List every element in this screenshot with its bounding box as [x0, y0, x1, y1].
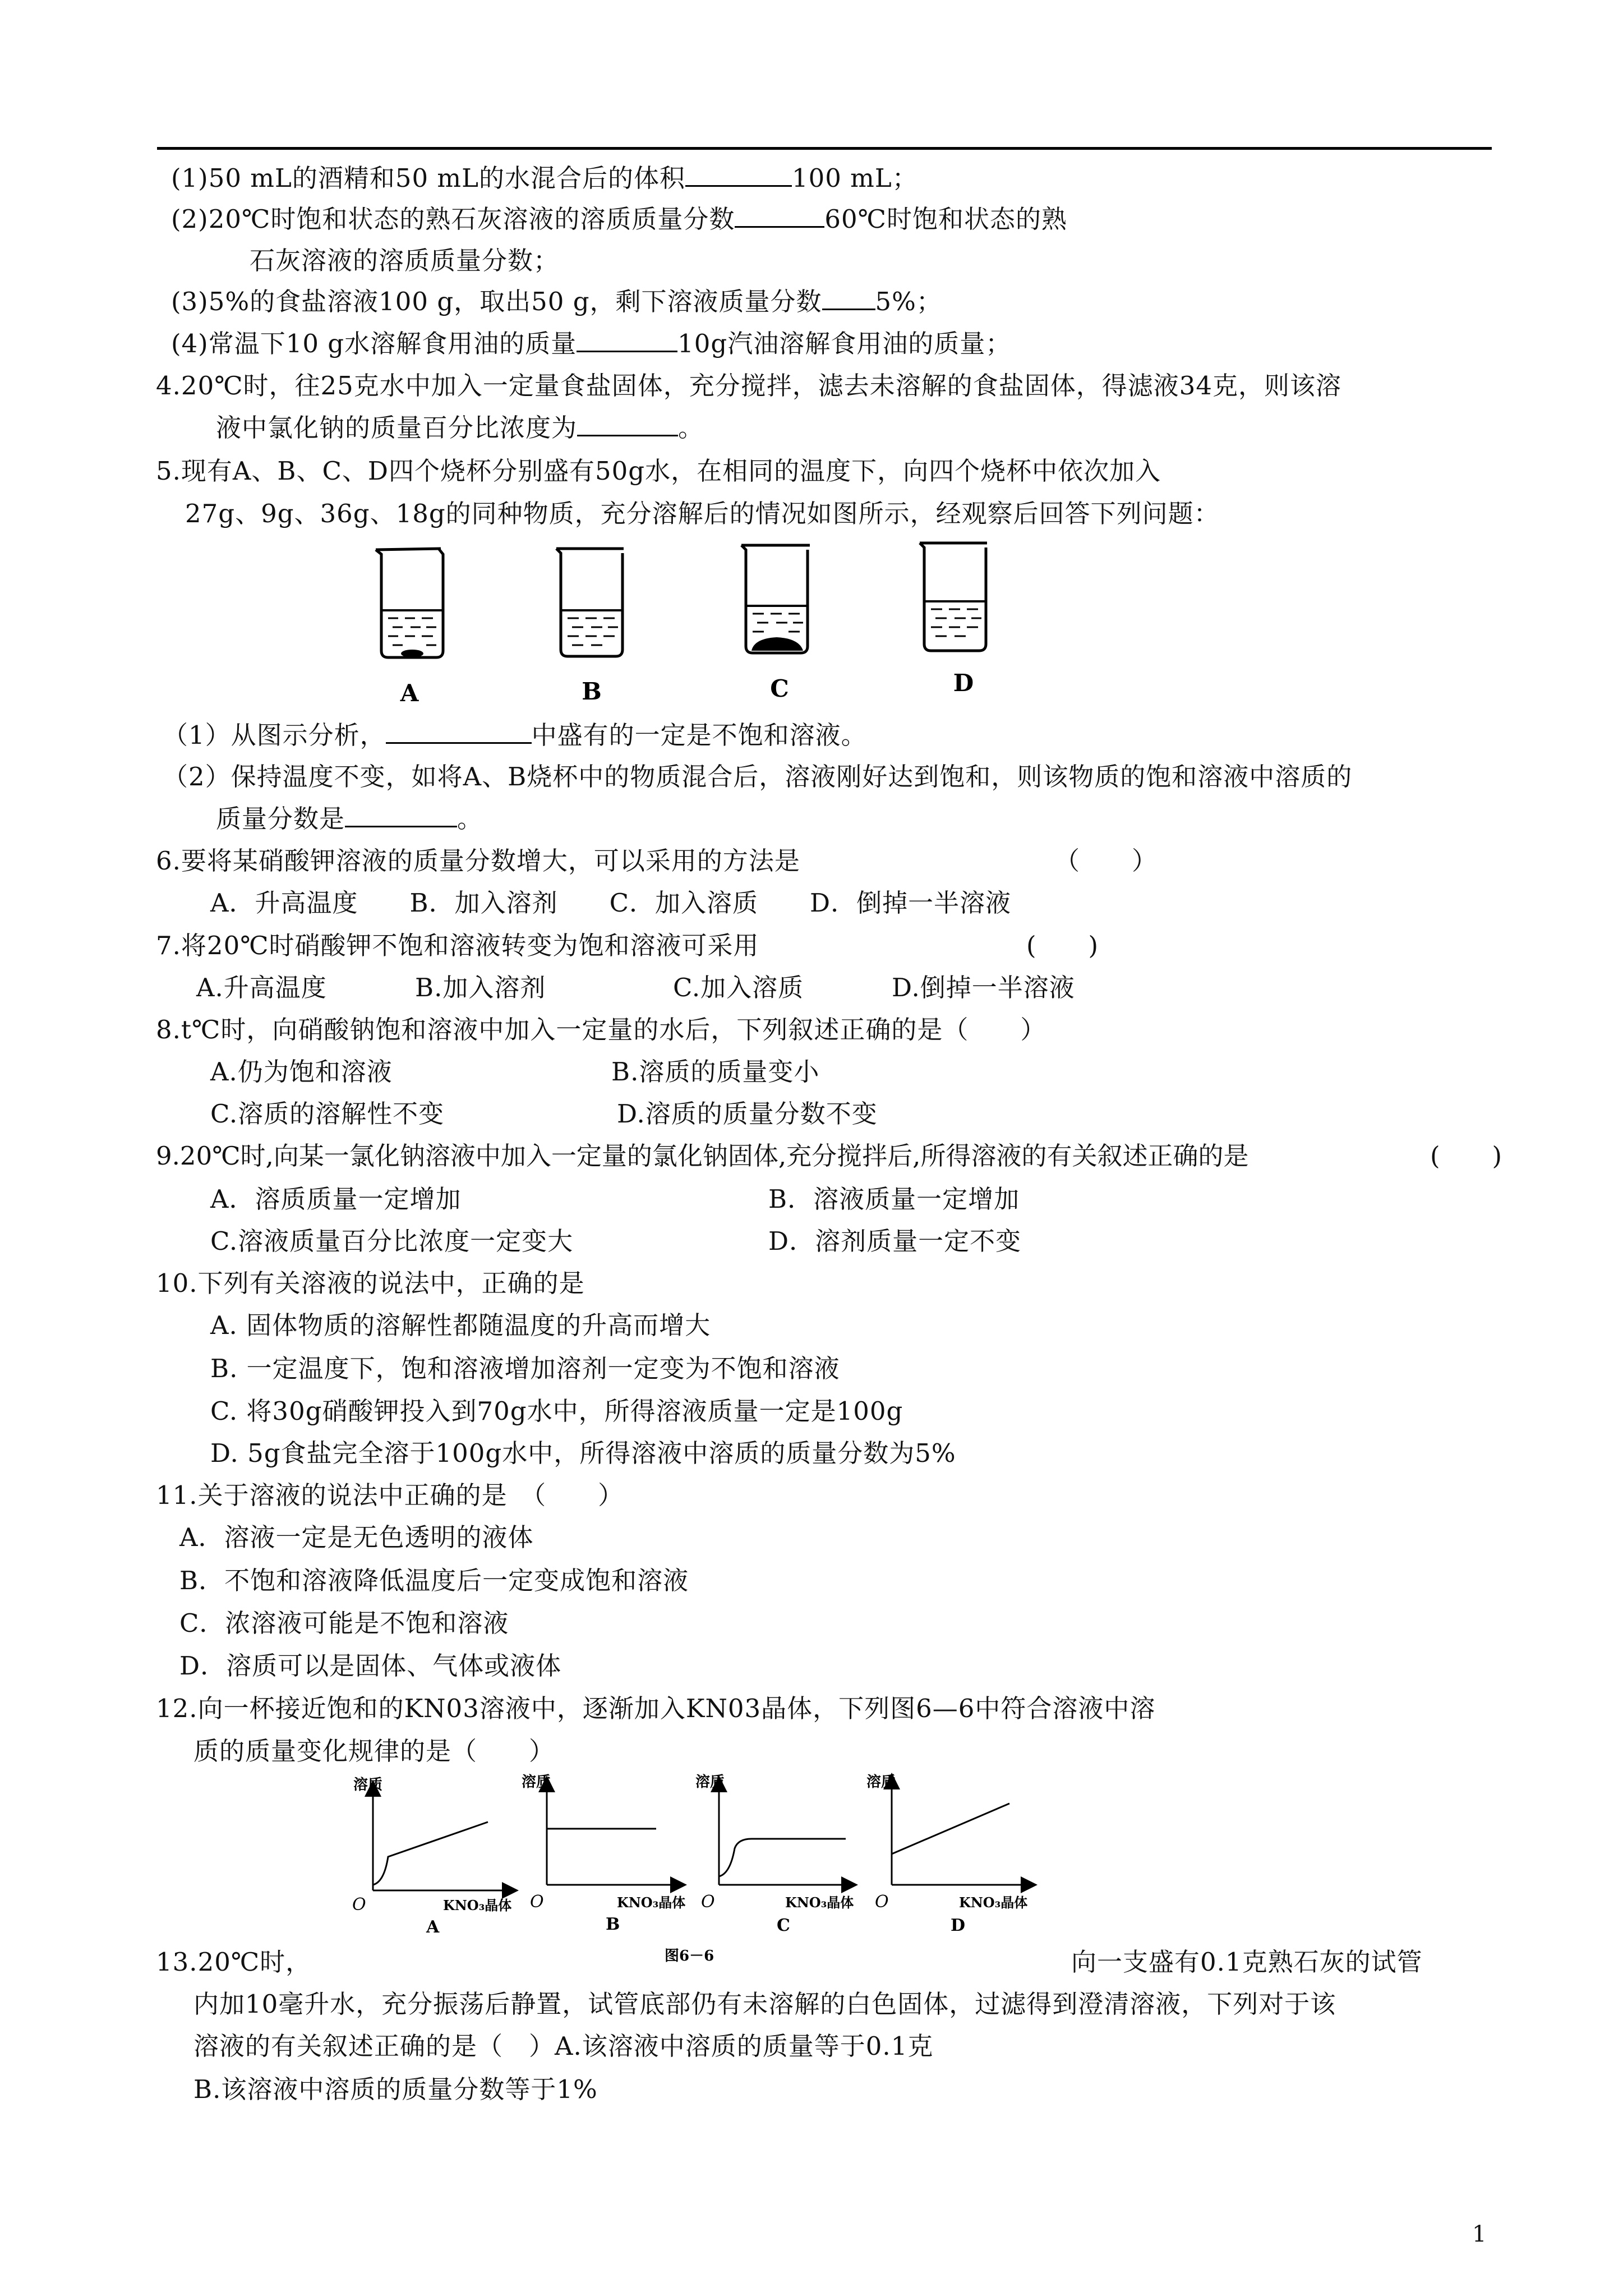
q7-option-c [673, 972, 804, 1004]
q5-text: 27g、9g、36g、18g的同种物质，充分溶解后的情况如图所示，经观察后回答下列问题： [185, 499, 1220, 528]
q5-sub-2 [163, 761, 1352, 793]
graph-c-origin: O [701, 1892, 715, 1912]
option-text: D.倒掉一半溶液 [892, 973, 1075, 1002]
answer-blank[interactable] [685, 163, 792, 187]
q3-text: (3)5%的食盐溶液100 g，取出50 g，剩下溶液质量分数 [171, 287, 822, 316]
q8-option-d [617, 1098, 878, 1130]
q13-line-1a [156, 1947, 311, 1978]
option-text: A.升高温度 [196, 973, 327, 1002]
q10-option-b [210, 1353, 840, 1384]
graph-d-xlabel: KNO₃晶体 [959, 1894, 1028, 1911]
graph-b-ylabel: 溶质 [522, 1774, 551, 1791]
q3-text: 60℃时饱和状态的熟 [824, 204, 1067, 234]
q10-option-a [210, 1310, 711, 1341]
option-text: D. 5g食盐完全溶于100g水中，所得溶液中溶质的质量分数为5% [210, 1438, 956, 1468]
q10-text: 10.下列有关溶液的说法中，正确的是 [156, 1268, 585, 1298]
graph-c-xlabel: KNO₃晶体 [785, 1894, 854, 1911]
option-text: C.溶质的溶解性不变 [210, 1099, 445, 1129]
q8-stem [156, 1014, 1046, 1046]
q5-text: （1）从图示分析， [163, 720, 386, 750]
q6-options [210, 887, 1011, 919]
q6-text: 6.要将某硝酸钾溶液的质量分数增大，可以采用的方法是 [156, 846, 800, 876]
q5-text: （2）保持温度不变，如将A、B烧杯中的物质混合后，溶液刚好达到饱和，则该物质的饱和溶液中溶质的 [163, 762, 1353, 792]
graph-a-label: A [426, 1917, 440, 1937]
option-text: B.加入溶剂 [415, 973, 546, 1002]
q3-line-3 [250, 245, 559, 277]
q13-line-2 [193, 1989, 1336, 2020]
q7-paren [1026, 930, 1099, 961]
answer-paren[interactable]: （ ） [1054, 846, 1158, 876]
q9-option-d [768, 1226, 1021, 1257]
q3-text: 5%； [875, 287, 942, 316]
header-rule [157, 147, 1492, 150]
q11-option-a [179, 1522, 534, 1553]
answer-blank[interactable] [822, 286, 875, 310]
q12-line-2 [193, 1736, 555, 1767]
graph-b-xlabel: KNO₃晶体 [617, 1894, 686, 1911]
graph-d-origin: O [875, 1892, 889, 1912]
option-text: D．溶质可以是固体、气体或液体 [179, 1651, 562, 1681]
beaker-label-d: D [953, 669, 974, 697]
beakers-figure [359, 539, 1021, 718]
graph-c [695, 1773, 854, 1935]
graph-b-label: B [606, 1915, 620, 1934]
graphs-figure [342, 1773, 1066, 1980]
page-number: 1 [1472, 2221, 1487, 2247]
q13-text: 向一支盛有0.1克熟石灰的试管 [1071, 1947, 1423, 1977]
option-text: A. 固体物质的溶解性都随温度的升高而增大 [210, 1310, 711, 1340]
q12-text: 质的质量变化规律的是（ ） [193, 1736, 555, 1766]
option-text: B．不饱和溶液降低温度后一定变成饱和溶液 [179, 1566, 689, 1595]
q11-stem [156, 1480, 624, 1511]
q3-text: 10g汽油溶解食用油的质量； [677, 329, 1012, 358]
q11-text: 11.关于溶液的说法中正确的是 （ ） [156, 1480, 624, 1510]
q6-paren [1054, 845, 1158, 877]
option-text: D.溶质的质量分数不变 [617, 1099, 878, 1129]
q9-text: 9.20℃时,向某一氯化钠溶液中加入一定量的氯化钠固体,充分搅拌后,所得溶液的有关叙述正确的是 [156, 1141, 1249, 1171]
option-text: A．溶质质量一定增加 [210, 1184, 462, 1214]
q13-text: 13.20℃时， [156, 1947, 312, 1977]
q3-line-1 [171, 163, 918, 194]
answer-blank[interactable] [577, 328, 677, 352]
q4-line-1 [156, 370, 1341, 402]
option-text: A．溶液一定是无色透明的液体 [179, 1522, 534, 1552]
q11-option-c [179, 1608, 509, 1639]
q3-line-4 [171, 286, 942, 318]
beaker-label-b: B [582, 678, 602, 705]
q13-text: B.该溶液中溶质的质量分数等于1% [193, 2074, 598, 2104]
q9-option-c [210, 1226, 573, 1257]
graph-a-ylabel: 溶质 [353, 1777, 383, 1793]
q5-sub-1 [163, 720, 867, 751]
q3-line-5 [171, 328, 1011, 360]
q9-option-b [768, 1184, 1020, 1215]
graph-c-ylabel: 溶质 [695, 1774, 725, 1791]
q3-text: 石灰溶液的溶质质量分数； [250, 246, 560, 275]
q7-text: 7.将20℃时硝酸钾不饱和溶液转变为饱和溶液可采用 [156, 931, 759, 960]
q13-line-3 [193, 2031, 933, 2062]
q10-option-c [210, 1396, 903, 1427]
q4-text: 4.20℃时，往25克水中加入一定量食盐固体，充分搅拌，滤去未溶解的食盐固体，得滤液34克，则该溶 [156, 371, 1342, 401]
q13-line-1b [1071, 1947, 1423, 1978]
q12-text: 12.向一杯接近饱和的KN03溶液中，逐渐加入KN03晶体，下列图6—6中符合溶液中溶 [156, 1694, 1156, 1723]
graph-a-xlabel: KNO₃晶体 [443, 1897, 512, 1913]
option-text: B. 一定温度下，饱和溶液增加溶剂一定变为不饱和溶液 [210, 1354, 840, 1383]
q8-option-a [210, 1056, 393, 1088]
option-text: C.溶液质量百分比浓度一定变大 [210, 1226, 574, 1256]
q9-paren [1430, 1140, 1502, 1172]
answer-paren[interactable]: ( ) [1026, 931, 1099, 960]
q8-text: 8.t℃时，向硝酸钠饱和溶液中加入一定量的水后，下列叙述正确的是（ ） [156, 1015, 1046, 1045]
figure-caption: 图6－6 [665, 1948, 714, 1964]
q4-text: 液中氯化钠的质量百分比浓度为 [216, 413, 578, 443]
q5-text: 质量分数是 [216, 804, 345, 834]
answer-blank[interactable] [735, 204, 824, 228]
q9-stem [156, 1140, 1248, 1172]
q3-text: (4)常温下10 g水溶解食用油的质量 [171, 329, 577, 358]
option-text: B.溶质的质量变小 [611, 1057, 820, 1087]
q10-stem [156, 1268, 585, 1299]
q12-line-1 [156, 1693, 1155, 1724]
q3-text: (2)20℃时饱和状态的熟石灰溶液的溶质质量分数 [171, 204, 735, 234]
q9-option-a [210, 1184, 462, 1215]
q7-option-d [892, 972, 1075, 1004]
option-text: D．溶剂质量一定不变 [768, 1226, 1022, 1256]
graph-d-label: D [951, 1916, 966, 1935]
q11-option-d [179, 1650, 561, 1682]
graph-a-origin: O [352, 1895, 366, 1915]
q5-text: 5.现有A、B、C、D四个烧杯分别盛有50g水，在相同的温度下，向四个烧杯中依次加入 [156, 456, 1161, 486]
beaker-a [376, 549, 443, 657]
option-text: C．浓溶液可能是不饱和溶液 [179, 1608, 509, 1638]
beaker-c [741, 545, 810, 653]
graph-d-ylabel: 溶质 [866, 1774, 896, 1791]
q3-line-2 [171, 204, 1067, 235]
beaker-d [920, 543, 987, 651]
beaker-label-a: A [400, 679, 419, 707]
q4-text: 。 [678, 413, 704, 443]
q5-line-1 [156, 455, 1161, 487]
q10-option-d [210, 1438, 956, 1469]
q8-option-c [210, 1098, 444, 1130]
q6-text: A．升高温度 B．加入溶剂 C．加入溶质 D．倒掉一半溶液 [210, 888, 1012, 918]
option-text: C.加入溶质 [673, 973, 804, 1002]
q4-line-2 [216, 412, 704, 444]
option-text: A.仍为饱和溶液 [210, 1057, 393, 1087]
q13-text: 内加10毫升水，充分振荡后静置，试管底部仍有未溶解的白色固体，过滤得到澄清溶液，下列对于该 [193, 1989, 1336, 2019]
q3-text: 100 mL； [791, 163, 918, 193]
q7-option-b [415, 972, 546, 1004]
option-text: C. 将30g硝酸钾投入到70g水中，所得溶液质量一定是100g [210, 1396, 903, 1426]
q11-option-b [179, 1565, 689, 1596]
graph-a [352, 1776, 511, 1937]
q6-stem [156, 845, 800, 877]
answer-blank[interactable] [345, 803, 457, 827]
q7-stem [156, 930, 759, 961]
q5-sub-2b [216, 803, 483, 835]
beaker-b [556, 549, 624, 656]
q5-text: 中盛有的一定是不饱和溶液。 [531, 720, 867, 750]
option-text: B．溶液质量一定增加 [768, 1184, 1020, 1214]
answer-paren[interactable]: ( ) [1430, 1141, 1503, 1171]
graph-d [866, 1773, 1029, 1935]
q7-option-a [196, 972, 327, 1004]
q13-text: 溶液的有关叙述正确的是（ ）A.该溶液中溶质的质量等于0.1克 [193, 2031, 934, 2061]
q8-option-b [611, 1056, 819, 1088]
q3-text: (1)50 mL的酒精和50 mL的水混合后的体积 [171, 163, 685, 193]
q5-line-2 [185, 498, 1220, 530]
graph-b-origin: O [530, 1892, 544, 1912]
answer-blank[interactable] [577, 412, 678, 436]
q5-text: 。 [457, 804, 483, 834]
beaker-label-c: C [770, 675, 789, 702]
answer-blank[interactable] [386, 720, 532, 744]
q13-line-4 [193, 2074, 598, 2105]
graph-b [522, 1773, 685, 1934]
graph-c-label: C [777, 1916, 790, 1935]
